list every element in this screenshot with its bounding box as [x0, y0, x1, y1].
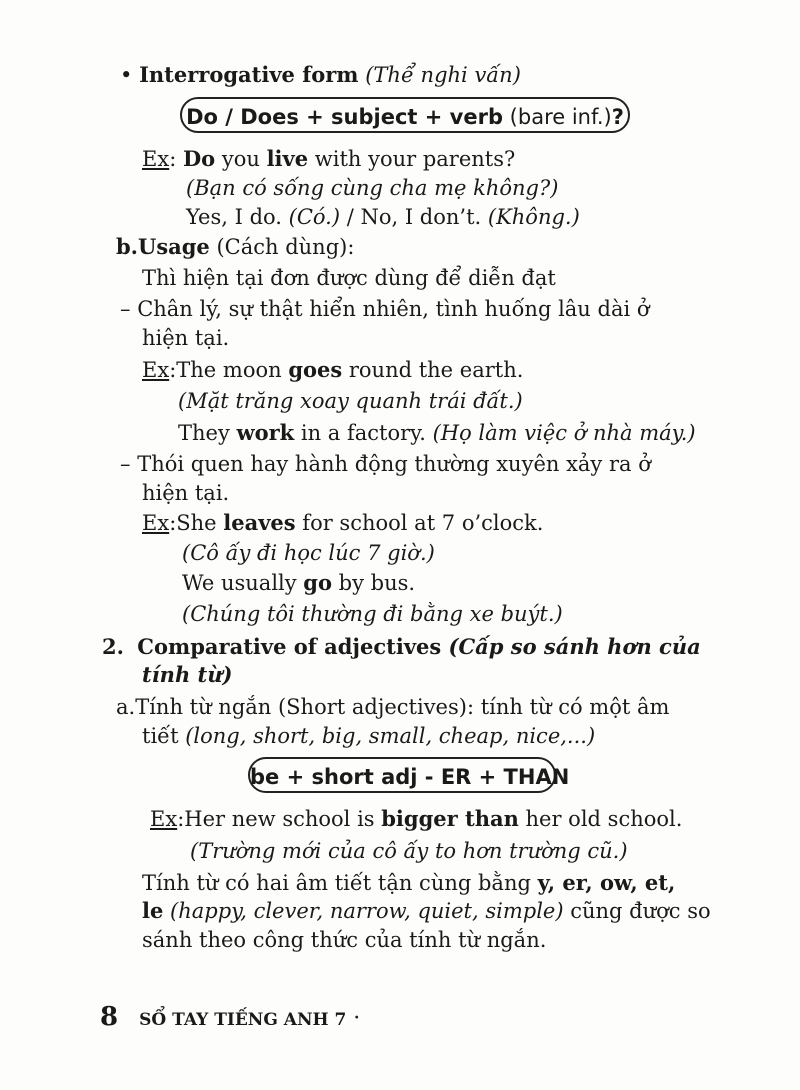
- example-line: We usually go by bus.: [182, 570, 416, 595]
- paragraph-line: sánh theo công thức của tính từ ngắn.: [142, 928, 547, 952]
- example-translation: (Chúng tôi thường đi bằng xe buýt.): [182, 602, 563, 626]
- usage-heading: b.Usage (Cách dùng):: [116, 234, 355, 259]
- usage-item-2: – Thói quen hay hành động thường xuyên xảy ra ở: [120, 452, 651, 476]
- paragraph-line: le (happy, clever, narrow, quiet, simple) cũng được so: [142, 898, 711, 923]
- interrogative-heading: [120, 62, 521, 88]
- usage-item-1-cont: hiện tại.: [142, 326, 230, 350]
- comparative-heading: 2. Comparative of adjectives (Cấp so sánh hơn của: [102, 634, 701, 659]
- example-line: Ex:The moon goes round the earth.: [142, 357, 524, 382]
- usage-intro: Thì hiện tại đơn được dùng để diễn đạt: [142, 266, 556, 290]
- bullet: •: [120, 63, 133, 87]
- ex-label: Ex: [142, 147, 170, 171]
- page-number: 8: [100, 1002, 119, 1032]
- interrogative-formula-box: Do / Does + subject + verb (bare inf.)?: [180, 97, 630, 133]
- example-translation: (Mặt trăng xoay quanh trái đất.): [178, 389, 523, 413]
- short-adjectives-cont: tiết (long, short, big, small, cheap, nice,...): [142, 724, 596, 748]
- example-line: Ex:She leaves for school at 7 o’clock.: [142, 510, 544, 535]
- example-line: Ex: Do you live with your parents?: [142, 146, 516, 171]
- example-line: Ex:Her new school is bigger than her old school.: [150, 806, 683, 831]
- ex-label: Ex: [142, 358, 170, 382]
- short-adjectives-item: a.Tính từ ngắn (Short adjectives): tính từ có một âm: [116, 695, 670, 719]
- comparative-heading-cont: tính từ): [142, 662, 233, 687]
- comparative-formula-box: be + short adj - ER + THAN: [248, 757, 556, 793]
- example-line: They work in a factory. (Họ làm việc ở nhà máy.): [178, 420, 696, 445]
- ex-label: Ex: [150, 807, 178, 831]
- usage-item-2-cont: hiện tại.: [142, 481, 230, 505]
- heading-text: Interrogative form: [139, 62, 359, 87]
- example-translation: (Trường mới của cô ấy to hơn trường cũ.): [190, 839, 628, 863]
- example-translation: (Bạn có sống cùng cha mẹ không?): [186, 176, 559, 200]
- example-answer: Yes, I do. (Có.) / No, I don’t. (Không.): [186, 205, 580, 229]
- heading-translation: (Thể nghi vấn): [365, 63, 521, 87]
- usage-item-1: – Chân lý, sự thật hiển nhiên, tình huống lâu dài ở: [120, 297, 650, 321]
- example-translation: (Cô ấy đi học lúc 7 giờ.): [182, 541, 435, 565]
- book-title: SỔ TAY TIẾNG ANH 7: [139, 1010, 347, 1030]
- paragraph-line: Tính từ có hai âm tiết tận cùng bằng y, er, ow, et,: [142, 870, 676, 895]
- page-footer: 8 SỔ TAY TIẾNG ANH 7 ·: [100, 1002, 361, 1032]
- ex-label: Ex: [142, 511, 170, 535]
